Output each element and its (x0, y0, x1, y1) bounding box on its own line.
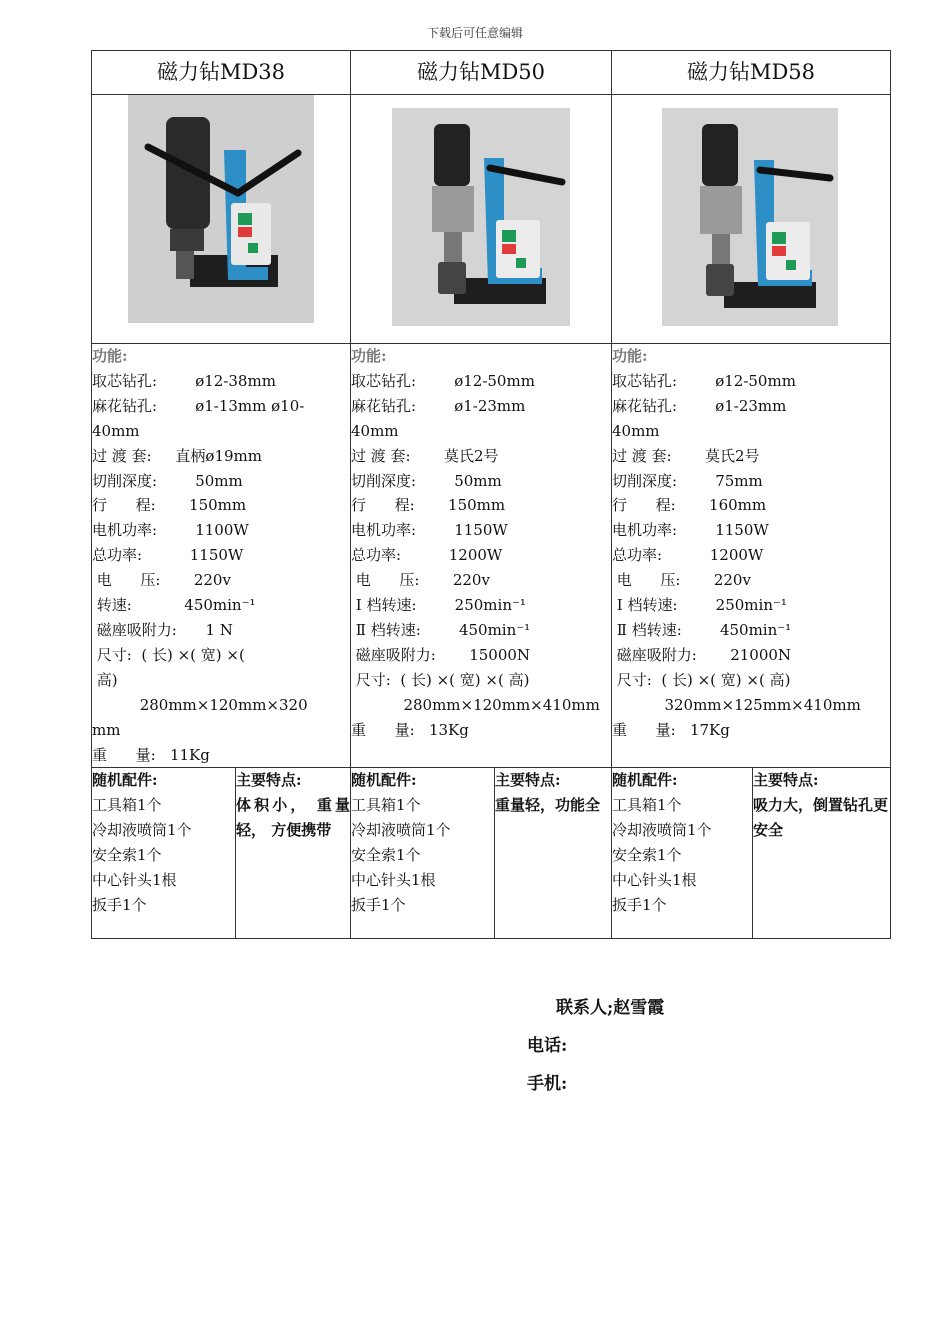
spec-line: 磁座吸附力: 15000N (351, 645, 531, 664)
features-md50 (495, 768, 612, 939)
accessory-item: 中心针头1根 (612, 871, 697, 890)
spec-line: 尺寸: ( 长) ×( 宽) ×( 高) (612, 670, 791, 689)
spec-line: Ⅱ 档转速: 450min⁻¹ (351, 620, 531, 639)
accessories-md58 (612, 768, 753, 939)
specs-md38 (92, 344, 351, 768)
accessories-heading: 随机配件: (612, 771, 678, 790)
features-heading: 主要特点: (236, 771, 302, 790)
accessory-item: 工具箱1个 (612, 796, 682, 815)
spec-line: Ⅰ 档转速: 250min⁻¹ (612, 596, 787, 615)
spec-line: 行 程: 160mm (612, 496, 767, 515)
spec-line: 电机功率: 1150W (351, 521, 508, 540)
spec-line: 转速: 450min⁻¹ (92, 596, 256, 615)
accessories-md50 (351, 768, 495, 939)
accessory-item: 中心针头1根 (92, 871, 177, 890)
features-md38 (236, 768, 351, 939)
accessory-item: 扳手1个 (92, 896, 147, 915)
image-cell-md50 (351, 95, 612, 344)
spec-line: 行 程: 150mm (92, 496, 247, 515)
accessory-item: 工具箱1个 (92, 796, 162, 815)
spec-line: Ⅱ 档转速: 450min⁻¹ (612, 620, 792, 639)
product-title-md38: 磁力钻MD38 (92, 51, 351, 95)
accessory-item: 安全索1个 (92, 846, 162, 865)
spec-line: 磁座吸附力: 1 N (92, 620, 233, 639)
drill-illustration-md50 (392, 108, 570, 326)
accessory-item: 扳手1个 (612, 896, 667, 915)
spec-line: 麻花钻孔: ø1-23mm (612, 396, 787, 415)
spec-line: 40mm (351, 421, 399, 440)
spec-line: 电 压: 220v (612, 571, 751, 590)
specs-md58 (612, 344, 891, 768)
spec-line: 重 量: 11Kg (92, 745, 210, 764)
accessory-item: 安全索1个 (612, 846, 682, 865)
drill-illustration-md58 (662, 108, 838, 326)
image-cell-md58 (612, 95, 891, 344)
spec-line: 280mm×120mm×320 (92, 695, 308, 714)
features-text: 重量轻，功能全 (495, 796, 601, 815)
spec-line: 电机功率: 1150W (612, 521, 769, 540)
product-table (91, 50, 891, 939)
specs-heading: 功能: (92, 347, 128, 365)
spec-line: 高) (92, 670, 118, 689)
spec-line: 280mm×120mm×410mm (351, 695, 600, 714)
product-title-md58: 磁力钻MD58 (612, 51, 891, 95)
product-photo-md58 (662, 108, 838, 326)
title-row (92, 51, 891, 95)
accessories-heading: 随机配件: (92, 771, 158, 790)
product-photo-md38 (128, 95, 314, 323)
accessory-item: 安全索1个 (351, 846, 421, 865)
spec-line: 电 压: 220v (351, 571, 490, 590)
specs-md50 (351, 344, 612, 768)
spec-line: 取芯钻孔: ø12-38mm (92, 371, 276, 390)
spec-line: 切削深度: 50mm (92, 471, 243, 490)
spec-line: 取芯钻孔: ø12-50mm (612, 371, 796, 390)
features-text: 吸力大，倒置钻孔更安全 (753, 796, 889, 840)
spec-line: 取芯钻孔: ø12-50mm (351, 371, 535, 390)
spec-line: 过 渡 套: 直柄ø19mm (92, 446, 262, 465)
accessories-row (92, 768, 891, 939)
accessory-item: 工具箱1个 (351, 796, 421, 815)
spec-line: 总功率: 1200W (612, 546, 764, 565)
accessory-item: 扳手1个 (351, 896, 406, 915)
specs-heading: 功能: (612, 347, 648, 365)
spec-line: 电机功率: 1100W (92, 521, 249, 540)
accessories-md38 (92, 768, 236, 939)
image-row (92, 95, 891, 344)
spec-line: 过 渡 套: 莫氏2号 (612, 446, 760, 465)
image-cell-md38 (92, 95, 351, 344)
spec-line: 总功率: 1150W (92, 546, 244, 565)
spec-line: 40mm (92, 421, 140, 440)
spec-line: 磁座吸附力: 21000N (612, 645, 792, 664)
spec-line: 切削深度: 75mm (612, 471, 763, 490)
contact-phone: 电话: (527, 1036, 568, 1056)
spec-line: 320mm×125mm×410mm (612, 695, 861, 714)
product-title-md50: 磁力钻MD50 (351, 51, 612, 95)
spec-line: 重 量: 17Kg (612, 720, 730, 739)
spec-line: 行 程: 150mm (351, 496, 506, 515)
features-heading: 主要特点: (753, 771, 819, 790)
top-note: 下载后可任意编辑 (426, 26, 523, 40)
accessory-item: 冷却液喷筒1个 (351, 821, 451, 840)
spec-line: 过 渡 套: 莫氏2号 (351, 446, 499, 465)
spec-line: Ⅰ 档转速: 250min⁻¹ (351, 596, 526, 615)
features-md58 (753, 768, 891, 939)
spec-line: 麻花钻孔: ø1-23mm (351, 396, 526, 415)
accessory-item: 冷却液喷筒1个 (612, 821, 712, 840)
spec-line: mm (92, 720, 121, 739)
spec-line: 40mm (612, 421, 660, 440)
contact-mobile: 手机: (527, 1074, 568, 1094)
spec-line: 尺寸: ( 长) ×( 宽) ×( (92, 645, 245, 664)
specs-row (92, 344, 891, 768)
features-heading: 主要特点: (495, 771, 561, 790)
contact-person: 联系人;赵雪霞 (556, 998, 665, 1018)
drill-illustration-md38 (128, 95, 314, 323)
accessory-item: 中心针头1根 (351, 871, 436, 890)
spec-line: 重 量: 13Kg (351, 720, 469, 739)
spec-line: 总功率: 1200W (351, 546, 503, 565)
spec-line: 麻花钻孔: ø1-13mm ø10- (92, 396, 305, 415)
product-photo-md50 (392, 108, 570, 326)
spec-line: 切削深度: 50mm (351, 471, 502, 490)
accessories-heading: 随机配件: (351, 771, 417, 790)
spec-line: 尺寸: ( 长) ×( 宽) ×( 高) (351, 670, 530, 689)
features-text: 体积小， 重量轻， 方便携带 (236, 796, 350, 840)
specs-heading: 功能: (351, 347, 387, 365)
accessory-item: 冷却液喷筒1个 (92, 821, 192, 840)
spec-line: 电 压: 220v (92, 571, 231, 590)
